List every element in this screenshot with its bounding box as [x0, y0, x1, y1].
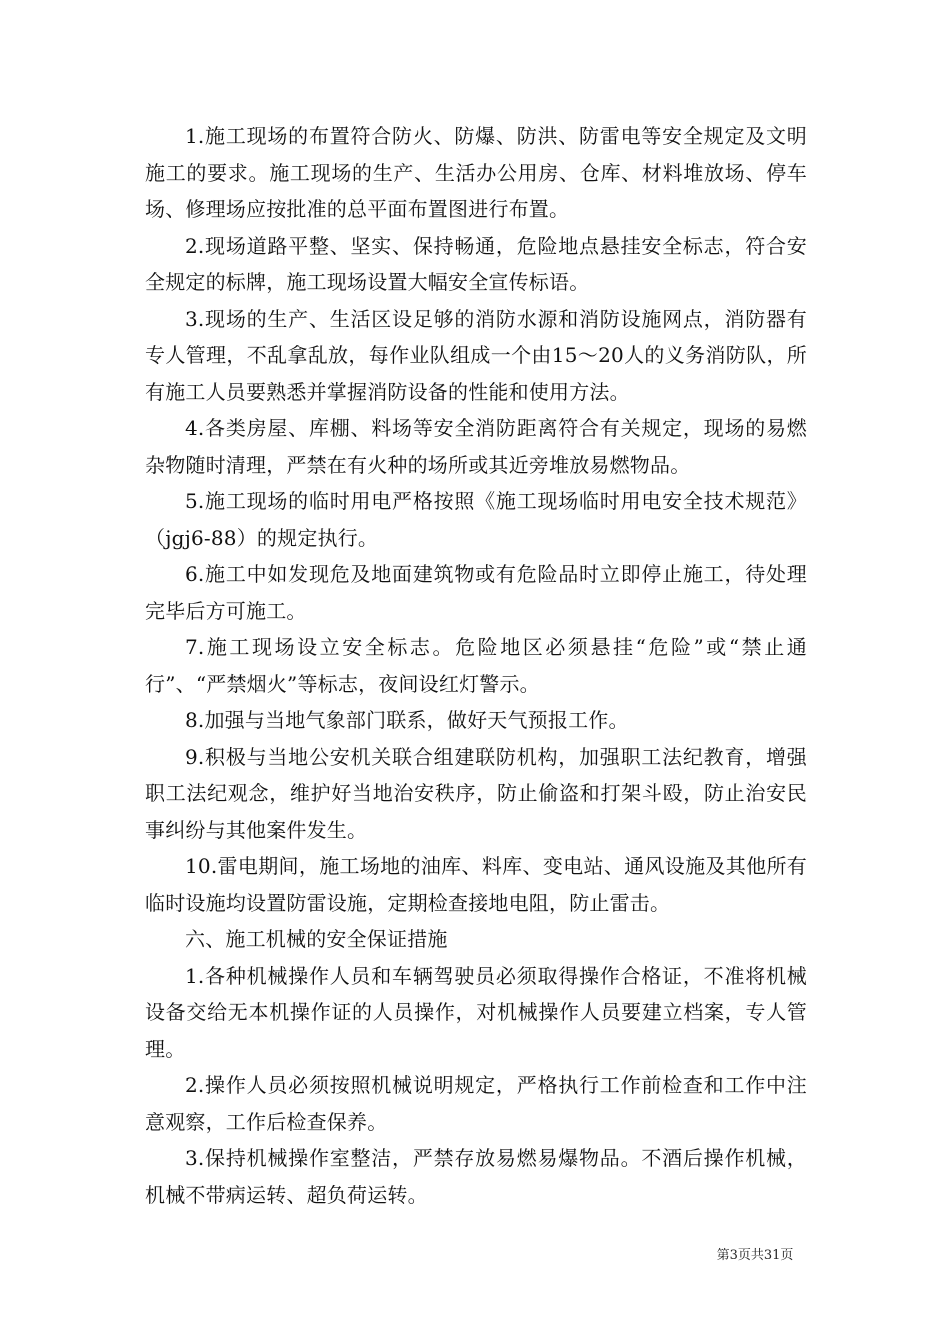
paragraph: 1.施工现场的布置符合防火、防爆、防洪、防雷电等安全规定及文明施工的要求。施工现场的生产、生活办公用房、仓库、材料堆放场、停车场、修理场应按批准的总平面布置图进行布置。	[145, 124, 807, 221]
paragraph: 5.施工现场的临时用电严格按照《施工现场临时用电安全技术规范》（jgj6-88）的规定执行。	[145, 489, 807, 550]
paragraph: 10.雷电期间，施工场地的油库、料库、变电站、通风设施及其他所有临时设施均设置防雷设施，定期检查接地电阻，防止雷击。	[145, 854, 807, 915]
paragraph: 2.现场道路平整、坚实、保持畅通，危险地点悬挂安全标志，符合安全规定的标牌，施工现场设置大幅安全宣传标语。	[145, 233, 807, 294]
paragraph: 7.施工现场设立安全标志。危险地区必须悬挂“危险”或“禁止通行”、“严禁烟火”等标志，夜间设红灯警示。	[145, 635, 807, 696]
paragraph: 3.现场的生产、生活区设足够的消防水源和消防设施网点，消防器有专人管理，不乱拿乱放，每作业队组成一个由15～20人的义务消防队，所有施工人员要熟悉并掌握消防设备的性能和使用方法。	[145, 306, 807, 404]
paragraph: 1.各种机械操作人员和车辆驾驶员必须取得操作合格证，不准将机械设备交给无本机操作证的人员操作，对机械操作人员要建立档案，专人管理。	[145, 963, 807, 1061]
paragraph: 8.加强与当地气象部门联系，做好天气预报工作。	[185, 708, 629, 732]
paragraph: 9.积极与当地公安机关联合组建联防机构，加强职工法纪教育，增强职工法纪观念，维护好当地治安秩序，防止偷盗和打架斗殴，防止治安民事纠纷与其他案件发生。	[145, 744, 807, 842]
paragraph: 6.施工中如发现危及地面建筑物或有危险品时立即停止施工，待处理完毕后方可施工。	[145, 562, 807, 623]
page-number-footer: 第3页共31页	[716, 1248, 794, 1263]
paragraph: 2.操作人员必须按照机械说明规定，严格执行工作前检查和工作中注意观察，工作后检查保养。	[145, 1073, 807, 1134]
paragraph: 3.保持机械操作室整洁，严禁存放易燃易爆物品。不酒后操作机械，机械不带病运转、超负荷运转。	[145, 1146, 807, 1207]
section-heading: 六、施工机械的安全保证措施	[185, 927, 448, 951]
paragraph: 4.各类房屋、库棚、料场等安全消防距离符合有关规定，现场的易燃杂物随时清理，严禁在有火种的场所或其近旁堆放易燃物品。	[145, 416, 807, 477]
document-body	[145, 118, 807, 1213]
